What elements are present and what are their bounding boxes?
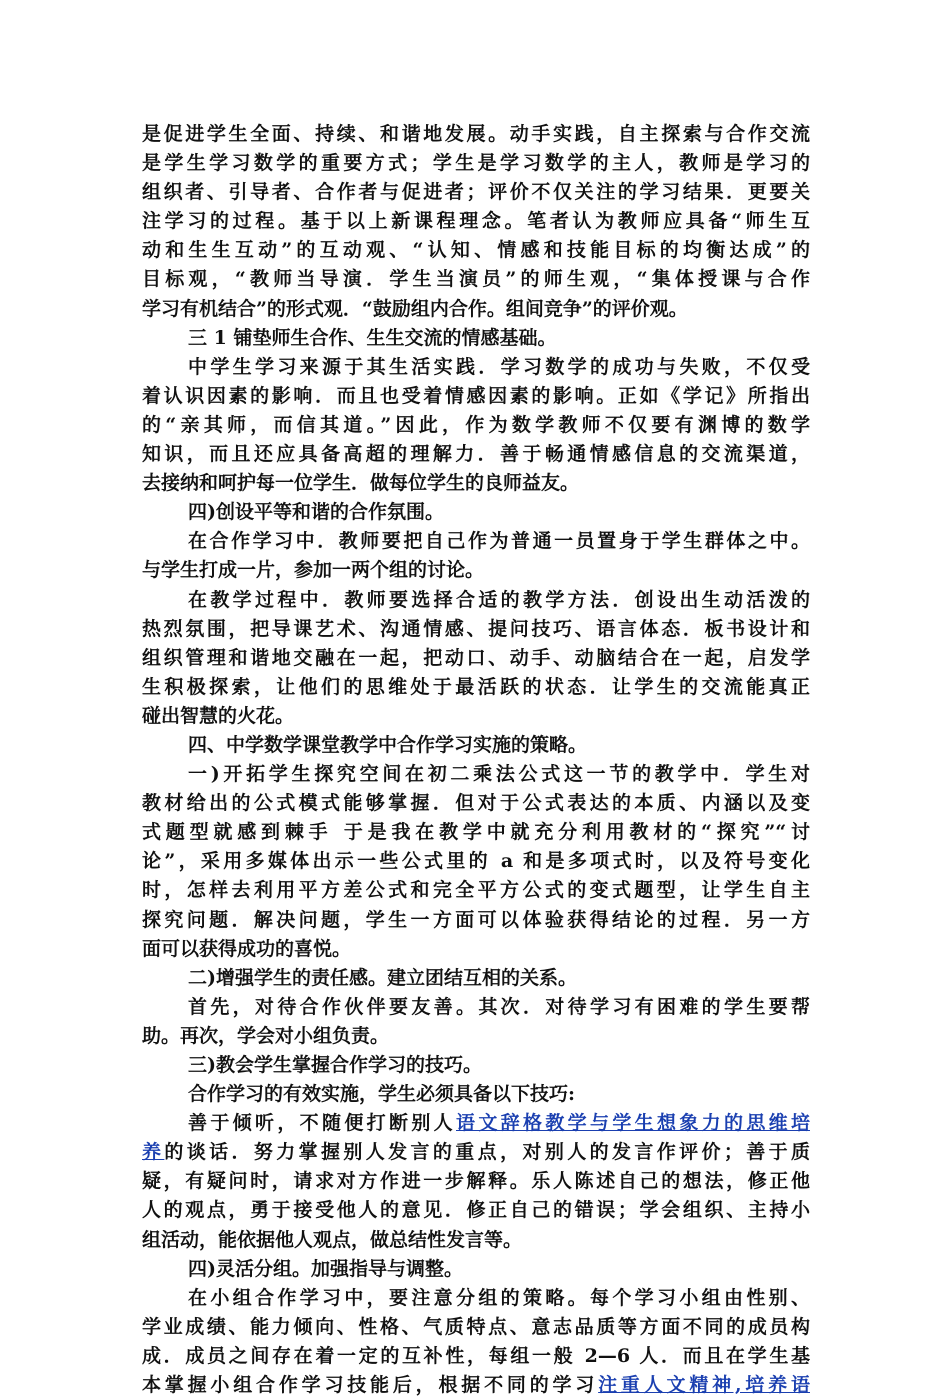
text-line: 成．成员之间存在着一定的互补性，每组一般 2—6 人．而且在学生基 [142,1344,810,1367]
document-body [142,120,810,1400]
text-line: 组织管理和谐地交融在一起，把动口、动手、动脑结合在一起，启发学 [142,646,810,669]
text-line: 合作学习的有效实施，学生必须具备以下技巧: [188,1083,576,1106]
text-segment: 本掌握小组合作学习技能后，根据不同的学习 [142,1374,599,1397]
text-line: 疑，有疑问时，请求对方作进一步解释。乐人陈述自己的想法，修正他 [142,1170,810,1193]
article-link-rhetoric-imagination[interactable]: 语文辞格教学与学生想象力的思维培 [456,1112,810,1135]
text-line: 面可以获得成功的喜悦。 [142,937,352,960]
text-line: 与学生打成一片，参加一两个组的讨论。 [142,559,485,582]
text-line: 一)开拓学生探究空间在初二乘法公式这一节的教学中．学生对 [188,763,810,786]
text-line: 探究问题．解决问题，学生一方面可以体验获得结论的过程．另一方 [142,908,810,931]
text-line: 目标观，“教师当导演．学生当演员”的师生观，“集体授课与合作 [142,268,810,291]
text-line: 动和生生互动”的互动观、“认知、情感和技能目标的均衡达成”的 [142,239,810,262]
text-line: 着认识因素的影响．而且也受着情感因素的影响。正如《学记》所指出 [142,384,810,407]
text-line: 人的观点，勇于接受他人的意见．修正自己的错误；学会组织、主持小 [142,1199,810,1222]
text-line: 注学习的过程。基于以上新课程理念。笔者认为教师应具备“师生互 [142,210,810,233]
text-line: 是学生学习数学的重要方式；学生是学习数学的主人，教师是学习的 [142,152,810,175]
text-line-with-link [142,1371,810,1400]
text-line: 是促进学生全面、持续、和谐地发展。动手实践，自主探索与合作交流 [142,123,810,145]
text-line: 三)教会学生掌握合作学习的技巧。 [188,1054,482,1076]
text-line: 四、中学数学课堂教学中合作学习实施的策略。 [188,733,588,756]
text-line: 助。再次，学会对小组负责。 [142,1024,390,1047]
text-line: 四)创设平等和谐的合作氛围。 [188,501,444,524]
text-line-with-link [142,1138,810,1167]
article-link-humanistic-spirit[interactable]: 注重人文精神,培养语 [598,1374,810,1397]
text-line: 生积极探索，让他们的思维处于最活跃的状态．让学生的交流能真正 [142,675,810,698]
text-line: 组织者、引导者、合作者与促进者；评价不仅关注的学习结果．更要关 [142,181,810,204]
text-line: 中学生学习来源于其生活实践．学习数学的成功与失败，不仅受 [188,355,810,378]
text-segment: 的谈话．努力掌握别人发言的重点，对别人的发言作评价；善于质 [164,1141,810,1164]
text-segment: 善于倾听，不随便打断别人 [188,1112,456,1135]
text-line: 组活动，能依据他人观点，做总结性发言等。 [142,1228,523,1251]
text-line: 二)增强学生的责任感。建立团结互相的关系。 [188,966,577,989]
text-line: 学习有机结合”的形式观．“鼓励组内合作。组间竞争”的评价观。 [142,297,688,320]
text-line: 首先，对待合作伙伴要友善。其次．对待学习有困难的学生要帮 [188,995,810,1018]
text-line: 教材给出的公式模式能够掌握．但对于公式表达的本质、内涵以及变 [142,792,810,815]
text-line: 知识，而且还应具备高超的理解力．善于畅通情感信息的交流渠道， [142,443,810,466]
text-line: 的“亲其师，而信其道。”因此，作为数学教师不仅要有渊博的数学 [142,413,810,436]
text-line: 在教学过程中．教师要选择合适的教学方法．创设出生动活泼的 [188,588,810,611]
text-line: 在小组合作学习中，要注意分组的策略。每个学习小组由性别、 [188,1286,810,1309]
text-line: 时，怎样去利用平方差公式和完全平方公式的变式题型，让学生自主 [142,879,810,902]
text-line: 在合作学习中．教师要把自己作为普通一员置身于学生群体之中。 [188,530,810,553]
article-link-rhetoric-imagination-cont[interactable]: 养 [142,1141,165,1164]
text-line: 碰出智慧的火花。 [142,704,295,727]
text-line: 三 1 铺垫师生合作、生生交流的情感基础。 [188,326,557,349]
text-line: 学业成绩、能力倾向、性格、气质特点、意志品质等方面不同的成员构 [142,1315,810,1338]
text-line: 式题型就感到棘手 于是我在教学中就充分利用教材的“探究”“讨 [142,821,810,844]
text-line: 热烈氛围，把导课艺术、沟通情感、提问技巧、语言体态．板书设计和 [142,617,810,640]
text-line: 论”，采用多媒体出示一些公式里的 a 和是多项式时，以及符号变化 [142,850,810,873]
text-line-with-link [142,1109,810,1138]
text-line: 去接纳和呵护每一位学生．做每位学生的良师益友。 [142,472,580,495]
text-line: 四)灵活分组。加强指导与调整。 [188,1257,463,1280]
